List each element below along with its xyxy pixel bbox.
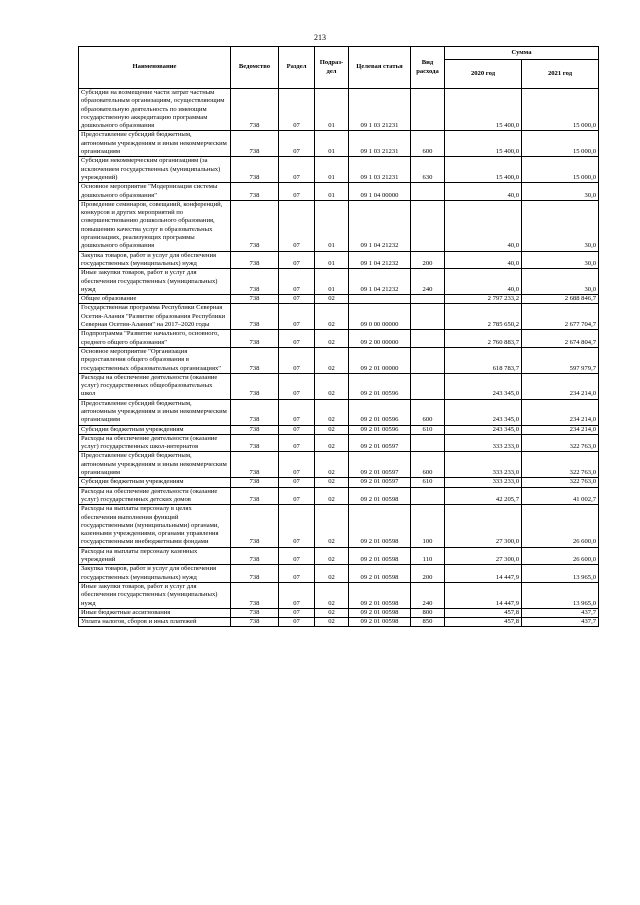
table-row: [79, 618, 599, 627]
row-2021: 41 002,7: [522, 487, 599, 505]
header-2021: 2021 год: [522, 60, 599, 89]
row-section: 07: [279, 434, 315, 452]
row-section: 07: [279, 330, 315, 348]
table-row: [79, 608, 599, 617]
row-subsection: 01: [315, 157, 349, 183]
table-row: [79, 434, 599, 452]
row-name: Расходы на выплаты персоналу в целях обеспечения выполнения функций государственными (муниципальными) органами, казенными учреждениями, органами управления государственными внебюджетными фондами: [79, 505, 231, 547]
row-section: 07: [279, 89, 315, 131]
row-2020: 243 345,0: [445, 425, 522, 434]
row-section: 07: [279, 425, 315, 434]
row-dept: 738: [231, 183, 279, 201]
row-name: Предоставление субсидий бюджетным, автономным учреждениям и иным некоммерческим организациям: [79, 452, 231, 478]
row-2020: 14 447,9: [445, 582, 522, 608]
row-expense-type: 600: [411, 452, 445, 478]
row-subsection: 01: [315, 200, 349, 251]
row-dept: 738: [231, 269, 279, 295]
row-2020: 457,8: [445, 608, 522, 617]
row-target: 09 1 04 21232: [349, 200, 411, 251]
row-dept: 738: [231, 452, 279, 478]
row-dept: 738: [231, 582, 279, 608]
row-2021: 322 763,0: [522, 434, 599, 452]
row-subsection: 01: [315, 89, 349, 131]
row-dept: 738: [231, 565, 279, 583]
row-subsection: 02: [315, 478, 349, 487]
row-subsection: 02: [315, 425, 349, 434]
row-2020: 2 785 650,2: [445, 304, 522, 330]
row-expense-type: 800: [411, 608, 445, 617]
row-name: Расходы на обеспечение деятельности (оказание услуг) государственных школ-интернатов: [79, 434, 231, 452]
row-subsection: 02: [315, 452, 349, 478]
row-target: 09 1 04 00000: [349, 183, 411, 201]
row-target: 09 2 01 00598: [349, 618, 411, 627]
table-body: [79, 89, 599, 627]
row-subsection: 02: [315, 373, 349, 399]
row-section: 07: [279, 478, 315, 487]
table-row: [79, 425, 599, 434]
row-expense-type: [411, 295, 445, 304]
row-2020: 457,8: [445, 618, 522, 627]
row-target: 09 2 01 00598: [349, 547, 411, 565]
row-name: Уплата налогов, сборов и иных платежей: [79, 618, 231, 627]
row-section: 07: [279, 582, 315, 608]
row-name: Субсидии на возмещение части затрат частным образовательным организациям, осуществляющим образовательную деятельность по имеющим государственную аккредитацию программам дошкольного образования: [79, 89, 231, 131]
row-section: 07: [279, 373, 315, 399]
row-expense-type: [411, 373, 445, 399]
row-2020: 14 447,9: [445, 565, 522, 583]
row-expense-type: 110: [411, 547, 445, 565]
row-target: 09 2 01 00597: [349, 434, 411, 452]
row-target: 09 2 01 00598: [349, 487, 411, 505]
row-subsection: 02: [315, 295, 349, 304]
row-expense-type: 240: [411, 269, 445, 295]
page-number: 213: [314, 33, 326, 42]
row-subsection: 01: [315, 251, 349, 269]
row-subsection: 02: [315, 608, 349, 617]
row-target: 09 2 01 00596: [349, 399, 411, 425]
row-dept: 738: [231, 399, 279, 425]
row-target: 09 2 01 00598: [349, 565, 411, 583]
table-row: [79, 452, 599, 478]
row-expense-type: 240: [411, 582, 445, 608]
row-2021: 234 214,0: [522, 373, 599, 399]
row-2020: 40,0: [445, 269, 522, 295]
row-dept: 738: [231, 505, 279, 547]
row-subsection: 02: [315, 487, 349, 505]
row-subsection: 02: [315, 505, 349, 547]
row-2020: 333 233,0: [445, 478, 522, 487]
row-2020: 15 400,0: [445, 89, 522, 131]
row-subsection: 02: [315, 330, 349, 348]
row-2020: 2 760 883,7: [445, 330, 522, 348]
row-subsection: 02: [315, 434, 349, 452]
table-row: [79, 89, 599, 131]
row-2020: 15 400,0: [445, 157, 522, 183]
row-2021: 15 000,0: [522, 157, 599, 183]
row-section: 07: [279, 157, 315, 183]
row-2021: 30,0: [522, 269, 599, 295]
row-2021: 30,0: [522, 200, 599, 251]
row-target: 09 2 01 00596: [349, 373, 411, 399]
row-target: 09 2 01 00596: [349, 425, 411, 434]
row-section: 07: [279, 200, 315, 251]
row-target: 09 1 04 21232: [349, 251, 411, 269]
row-name: Иные закупки товаров, работ и услуг для обеспечения государственных (муниципальных) нужд: [79, 582, 231, 608]
row-2020: 2 797 233,2: [445, 295, 522, 304]
row-dept: 738: [231, 200, 279, 251]
row-2020: 333 233,0: [445, 452, 522, 478]
row-name: Основное мероприятие "Организация предоставления общего образования в государственных образовательных организациях": [79, 347, 231, 373]
row-dept: 738: [231, 251, 279, 269]
row-subsection: 02: [315, 304, 349, 330]
row-name: Предоставление субсидий бюджетным, автономным учреждениям и иным некоммерческим организациям: [79, 399, 231, 425]
row-section: 07: [279, 183, 315, 201]
row-name: Общее образование: [79, 295, 231, 304]
row-expense-type: [411, 347, 445, 373]
table-row: [79, 251, 599, 269]
row-2020: 42 205,7: [445, 487, 522, 505]
row-dept: 738: [231, 373, 279, 399]
row-2020: 40,0: [445, 251, 522, 269]
table-row: [79, 399, 599, 425]
row-section: 07: [279, 618, 315, 627]
header-subsection: Подраз- дел: [315, 47, 349, 89]
table-row: [79, 131, 599, 157]
row-2021: 322 763,0: [522, 452, 599, 478]
row-dept: 738: [231, 131, 279, 157]
row-target: 09 2 01 00598: [349, 505, 411, 547]
row-name: Иные бюджетные ассигнования: [79, 608, 231, 617]
table-row: [79, 547, 599, 565]
row-subsection: 01: [315, 183, 349, 201]
row-2020: 27 300,0: [445, 547, 522, 565]
row-dept: 738: [231, 330, 279, 348]
row-target: 09 2 01 00597: [349, 478, 411, 487]
header-name: Наименование: [79, 47, 231, 89]
row-dept: 738: [231, 487, 279, 505]
row-dept: 738: [231, 425, 279, 434]
row-section: 07: [279, 347, 315, 373]
row-name: Расходы на выплаты персоналу казенных учреждений: [79, 547, 231, 565]
row-name: Подпрограмма "Развитие начального, основного, среднего общего образования": [79, 330, 231, 348]
row-subsection: 02: [315, 582, 349, 608]
row-section: 07: [279, 608, 315, 617]
row-name: Субсидии бюджетным учреждениям: [79, 478, 231, 487]
row-target: 09 2 01 00000: [349, 347, 411, 373]
row-expense-type: 200: [411, 251, 445, 269]
header-sum: Сумма: [445, 47, 599, 60]
row-dept: 738: [231, 434, 279, 452]
row-section: 07: [279, 505, 315, 547]
row-expense-type: [411, 200, 445, 251]
row-expense-type: 600: [411, 131, 445, 157]
table-row: [79, 478, 599, 487]
row-2021: 30,0: [522, 183, 599, 201]
row-target: 09 1 04 21232: [349, 269, 411, 295]
row-expense-type: 600: [411, 399, 445, 425]
table-row: [79, 347, 599, 373]
row-dept: 738: [231, 608, 279, 617]
row-expense-type: 850: [411, 618, 445, 627]
row-target: 09 1 03 21231: [349, 89, 411, 131]
row-target: 09 1 03 21231: [349, 157, 411, 183]
row-2021: 26 600,0: [522, 547, 599, 565]
row-section: 07: [279, 251, 315, 269]
row-2020: 333 233,0: [445, 434, 522, 452]
row-2020: 243 345,0: [445, 373, 522, 399]
row-name: Проведение семинаров, совещаний, конференций, конкурсов и других мероприятий по совершенствованию дошкольного образования, повышению качества услуг в образовательных организациях, реализующих программы дошкольного образования: [79, 200, 231, 251]
table-row: [79, 505, 599, 547]
table-row: [79, 330, 599, 348]
table-row: [79, 183, 599, 201]
table-row: [79, 582, 599, 608]
table-row: [79, 200, 599, 251]
row-expense-type: 610: [411, 425, 445, 434]
row-section: 07: [279, 399, 315, 425]
row-name: Иные закупки товаров, работ и услуг для обеспечения государственных (муниципальных) нужд: [79, 269, 231, 295]
row-subsection: 02: [315, 618, 349, 627]
row-2020: 40,0: [445, 200, 522, 251]
row-section: 07: [279, 487, 315, 505]
row-section: 07: [279, 304, 315, 330]
row-2021: 322 763,0: [522, 478, 599, 487]
row-target: 09 0 00 00000: [349, 304, 411, 330]
row-2021: 13 965,0: [522, 582, 599, 608]
row-dept: 738: [231, 304, 279, 330]
row-name: Субсидии бюджетным учреждениям: [79, 425, 231, 434]
row-name: Закупка товаров, работ и услуг для обеспечения государственных (муниципальных) нужд: [79, 565, 231, 583]
row-expense-type: 610: [411, 478, 445, 487]
row-target: [349, 295, 411, 304]
row-2020: 243 345,0: [445, 399, 522, 425]
row-name: Расходы на обеспечение деятельности (оказание услуг) государственных общеобразовательных школ: [79, 373, 231, 399]
row-target: 09 1 03 21231: [349, 131, 411, 157]
row-expense-type: 100: [411, 505, 445, 547]
row-expense-type: [411, 89, 445, 131]
row-subsection: 02: [315, 547, 349, 565]
row-2021: 234 214,0: [522, 425, 599, 434]
row-expense-type: 630: [411, 157, 445, 183]
row-expense-type: 200: [411, 565, 445, 583]
header-section: Раздел: [279, 47, 315, 89]
table-row: [79, 487, 599, 505]
header-dept: Ведомство: [231, 47, 279, 89]
header-expense-type: Вид расхода: [411, 47, 445, 89]
row-2021: 15 000,0: [522, 89, 599, 131]
budget-table: [78, 46, 599, 627]
row-target: 09 2 01 00598: [349, 608, 411, 617]
row-subsection: 02: [315, 565, 349, 583]
row-2021: 437,7: [522, 618, 599, 627]
row-name: Основное мероприятие "Модернизация системы дошкольного образования": [79, 183, 231, 201]
row-subsection: 02: [315, 399, 349, 425]
row-2020: 618 783,7: [445, 347, 522, 373]
row-2021: 2 688 846,7: [522, 295, 599, 304]
row-dept: 738: [231, 89, 279, 131]
row-name: Закупка товаров, работ и услуг для обеспечения государственных (муниципальных) нужд: [79, 251, 231, 269]
row-dept: 738: [231, 618, 279, 627]
row-dept: 738: [231, 478, 279, 487]
row-expense-type: [411, 330, 445, 348]
row-name: Государственная программа Республики Северная Осетия-Алания "Развитие образования Республики Северная Осетия-Алания" на 2017–2020 годы: [79, 304, 231, 330]
row-2021: 597 979,7: [522, 347, 599, 373]
row-dept: 738: [231, 295, 279, 304]
row-section: 07: [279, 131, 315, 157]
header-target: Целевая статья: [349, 47, 411, 89]
row-dept: 738: [231, 547, 279, 565]
row-2021: 15 000,0: [522, 131, 599, 157]
row-section: 07: [279, 269, 315, 295]
row-2020: 40,0: [445, 183, 522, 201]
row-section: 07: [279, 547, 315, 565]
row-target: 09 2 01 00598: [349, 582, 411, 608]
row-subsection: 02: [315, 347, 349, 373]
row-2021: 2 674 804,7: [522, 330, 599, 348]
row-subsection: 01: [315, 131, 349, 157]
row-2021: 30,0: [522, 251, 599, 269]
row-2021: 13 965,0: [522, 565, 599, 583]
row-2021: 437,7: [522, 608, 599, 617]
row-name: Предоставление субсидий бюджетным, автономным учреждениям и иным некоммерческим организациям: [79, 131, 231, 157]
row-section: 07: [279, 565, 315, 583]
row-section: 07: [279, 295, 315, 304]
row-section: 07: [279, 452, 315, 478]
row-2021: 234 214,0: [522, 399, 599, 425]
table-row: [79, 269, 599, 295]
row-dept: 738: [231, 347, 279, 373]
row-dept: 738: [231, 157, 279, 183]
row-2020: 15 400,0: [445, 131, 522, 157]
row-expense-type: [411, 487, 445, 505]
row-2020: 27 300,0: [445, 505, 522, 547]
table-row: [79, 304, 599, 330]
row-name: Расходы на обеспечение деятельности (оказание услуг) государственных детских домов: [79, 487, 231, 505]
table-row: [79, 373, 599, 399]
table-row: [79, 295, 599, 304]
row-expense-type: [411, 304, 445, 330]
row-2021: 2 677 704,7: [522, 304, 599, 330]
row-name: Субсидии некоммерческим организациям (за исключением государственных (муниципальных) учреждений): [79, 157, 231, 183]
row-target: 09 2 00 00000: [349, 330, 411, 348]
header-2020: 2020 год: [445, 60, 522, 89]
row-expense-type: [411, 434, 445, 452]
row-target: 09 2 01 00597: [349, 452, 411, 478]
row-expense-type: [411, 183, 445, 201]
row-2021: 26 600,0: [522, 505, 599, 547]
row-subsection: 01: [315, 269, 349, 295]
table-row: [79, 565, 599, 583]
table-row: [79, 157, 599, 183]
